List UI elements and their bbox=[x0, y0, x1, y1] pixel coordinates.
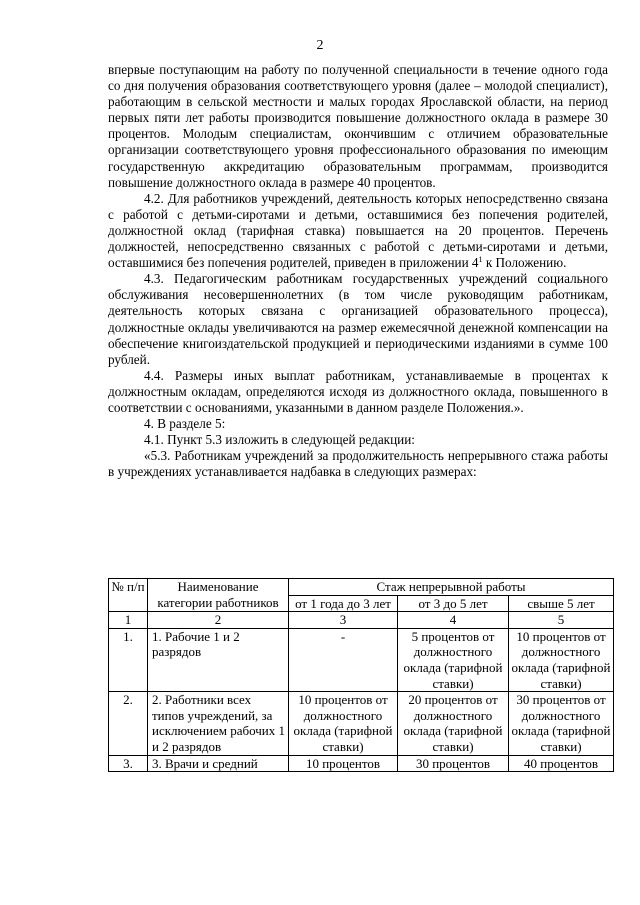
document-body bbox=[108, 62, 608, 480]
row-category: 1. Рабочие 1 и 2 разрядов bbox=[148, 628, 289, 691]
row-category: 2. Работники всех типов учреждений, за исключением рабочих 1 и 2 разрядов bbox=[148, 692, 289, 755]
table-row bbox=[109, 692, 614, 755]
row-value-3-5-years: 30 процентов bbox=[398, 755, 509, 772]
table-row bbox=[109, 755, 614, 772]
appendix-superscript: 1 bbox=[478, 255, 483, 265]
paragraph-4-2-tail: к Положению. bbox=[482, 255, 567, 271]
paragraph-young-specialist: впервые поступающим на работу по полученной специальности в течение одного года со дня получения образования соответствующего уровня (далее – молодой специалист), работающим в сельской местности и малых городах Ярославской области, на период первых пяти лет работы производится повышение должностного оклада в размере 30 процентов. Молодым специалистам, окончившим с отличием образовательные организации соответствующего уровня профессионального образования по имеющим государственную аккредитацию образовательным программам, производится повышение должностного оклада в размере 40 процентов. bbox=[108, 62, 608, 190]
paragraph-4-3: 4.3. Педагогическим работникам государственных учреждений социального обслуживания несовершеннолетних (в том числе руководящим работникам, деятельность которых связана с организацией образовательного процесса), должностные оклады увеличиваются на размер ежемесячной денежной компенсации на обеспечение книгоиздательской продукцией и периодическими изданиями в сумме 100 рублей. bbox=[108, 271, 608, 367]
table-column-number-row bbox=[109, 612, 614, 629]
row-value-over-5-years: 40 процентов bbox=[509, 755, 614, 772]
column-number: 2 bbox=[148, 612, 289, 629]
row-value-3-5-years: 5 процентов от должностного оклада (тарифной ставки) bbox=[398, 628, 509, 691]
row-num: 2. bbox=[109, 692, 148, 755]
header-col-over-5-years: свыше 5 лет bbox=[509, 595, 614, 612]
table-header-row bbox=[109, 579, 614, 596]
header-num: № п/п bbox=[109, 579, 148, 612]
table-row bbox=[109, 628, 614, 691]
column-number: 4 bbox=[398, 612, 509, 629]
row-value-over-5-years: 30 процентов от должностного оклада (тарифной ставки) bbox=[509, 692, 614, 755]
header-stazh-group: Стаж непрерывной работы bbox=[289, 579, 614, 596]
row-value-3-5-years: 20 процентов от должностного оклада (тарифной ставки) bbox=[398, 692, 509, 755]
header-col-1-3-years: от 1 года до 3 лет bbox=[289, 595, 398, 612]
paragraph-section-5: 4. В разделе 5: bbox=[144, 416, 226, 432]
row-value-1-3-years: - bbox=[289, 628, 398, 691]
column-number: 5 bbox=[509, 612, 614, 629]
row-num: 3. bbox=[109, 755, 148, 772]
page-number: 2 bbox=[316, 38, 324, 53]
paragraph-4-2 bbox=[108, 191, 608, 271]
row-value-1-3-years: 10 процентов от должностного оклада (тарифной ставки) bbox=[289, 692, 398, 755]
row-value-1-3-years: 10 процентов bbox=[289, 755, 398, 772]
header-category: Наименование категории работников bbox=[148, 579, 289, 612]
paragraph-5-3: «5.3. Работникам учреждений за продолжительность непрерывного стажа работы в учреждениях устанавливается надбавка в следующих размерах: bbox=[108, 448, 608, 480]
header-col-3-5-years: от 3 до 5 лет bbox=[398, 595, 509, 612]
row-num: 1. bbox=[109, 628, 148, 691]
column-number: 3 bbox=[289, 612, 398, 629]
column-number: 1 bbox=[109, 612, 148, 629]
row-category: 3. Врачи и средний bbox=[148, 755, 289, 772]
seniority-bonus-table bbox=[108, 578, 614, 772]
paragraph-4-2-text: 4.2. Для работников учреждений, деятельность которых непосредственно связана с работой с детьми-сиротами и детьми, оставшимися без попечения родителей, должностной оклад (тарифная ставка) повышается на 20 процентов. Перечень должностей, непосредственно связанных с работой с детьми-сиротами и детьми, оставшимися без попечения родителей, приведен в приложении 4 bbox=[108, 190, 608, 271]
paragraph-4-4: 4.4. Размеры иных выплат работникам, устанавливаемые в процентах к должностным окладам, определяются исходя из должностного оклада, повышенного в соответствии с основаниями, указанными в данном разделе Положения.». bbox=[108, 367, 608, 415]
row-value-over-5-years: 10 процентов от должностного оклада (тарифной ставки) bbox=[509, 628, 614, 691]
paragraph-4-1: 4.1. Пункт 5.3 изложить в следующей редакции: bbox=[144, 432, 415, 448]
